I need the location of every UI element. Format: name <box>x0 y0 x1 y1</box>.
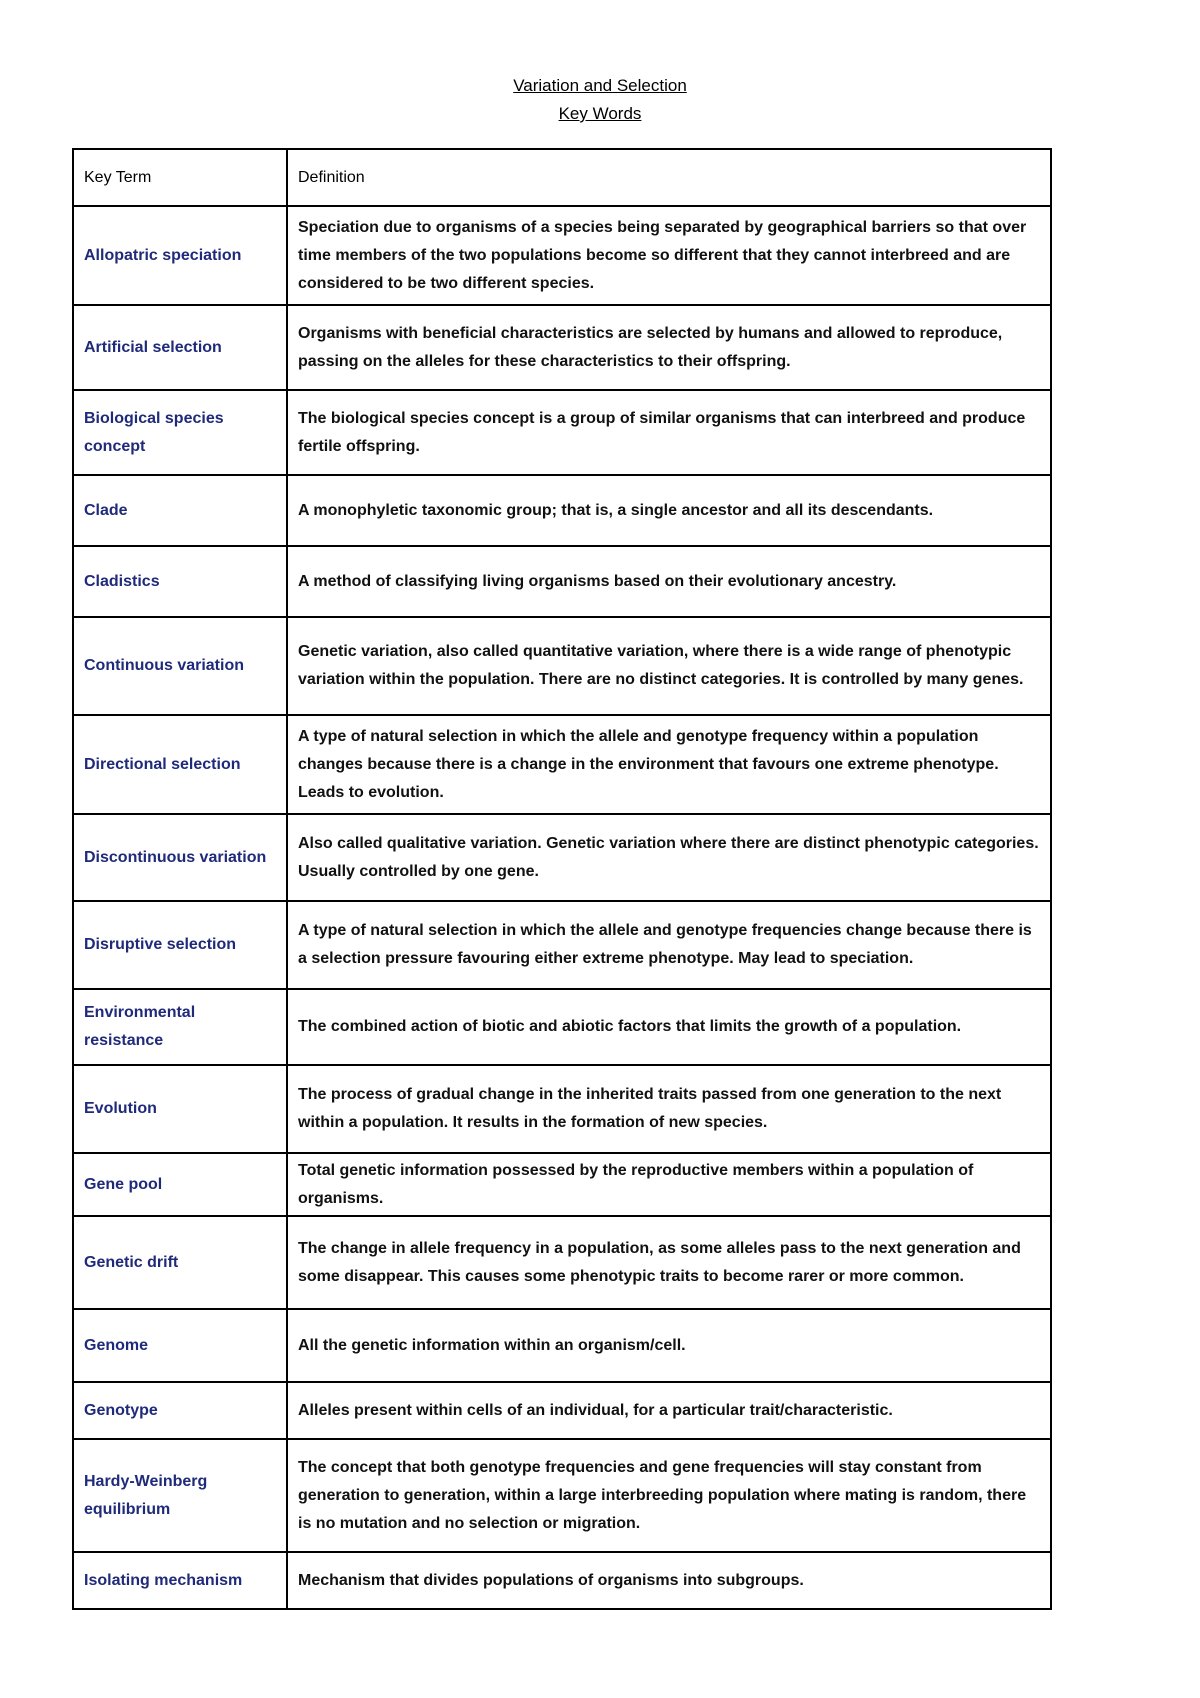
key-term-cell: Genotype <box>73 1382 287 1439</box>
definition-cell: The concept that both genotype frequencies and gene frequencies will stay constant from generation to generation, within a large interbreeding population where mating is random, there is no mutation and no selection or migration. <box>287 1439 1051 1552</box>
document-subtitle: Key Words <box>558 104 642 123</box>
table-row <box>73 305 1051 390</box>
key-term-cell: Disruptive selection <box>73 901 287 989</box>
definition-cell: The process of gradual change in the inherited traits passed from one generation to the next within a population. It results in the formation of new species. <box>287 1065 1051 1153</box>
definition-cell: Organisms with beneficial characteristics are selected by humans and allowed to reproduce, passing on the alleles for these characteristics to their offspring. <box>287 305 1051 390</box>
table-row <box>73 1382 1051 1439</box>
definition-cell: Mechanism that divides populations of organisms into subgroups. <box>287 1552 1051 1609</box>
table-row <box>73 1065 1051 1153</box>
header-definition: Definition <box>287 149 1051 206</box>
table-row <box>73 546 1051 617</box>
table-row <box>73 1309 1051 1382</box>
table-row <box>73 1216 1051 1309</box>
key-term-cell: Environmental resistance <box>73 989 287 1065</box>
table-row <box>73 475 1051 546</box>
table-row <box>73 206 1051 305</box>
key-term-cell: Allopatric speciation <box>73 206 287 305</box>
key-term-cell: Artificial selection <box>73 305 287 390</box>
definition-cell: The change in allele frequency in a population, as some alleles pass to the next generation and some disappear. This causes some phenotypic traits to become rarer or more common. <box>287 1216 1051 1309</box>
definition-cell: Total genetic information possessed by the reproductive members within a population of organisms. <box>287 1153 1051 1216</box>
key-term-cell: Evolution <box>73 1065 287 1153</box>
definition-cell: A type of natural selection in which the allele and genotype frequency within a population changes because there is a change in the environment that favours one extreme phenotype. Leads to evolution. <box>287 715 1051 814</box>
key-term-cell: Isolating mechanism <box>73 1552 287 1609</box>
key-term-cell: Cladistics <box>73 546 287 617</box>
table-row <box>73 617 1051 715</box>
definition-cell: A type of natural selection in which the allele and genotype frequencies change because there is a selection pressure favouring either extreme phenotype. May lead to speciation. <box>287 901 1051 989</box>
definition-cell: Also called qualitative variation. Genetic variation where there are distinct phenotypic categories. Usually controlled by one gene. <box>287 814 1051 901</box>
document-title: Variation and Selection <box>513 76 687 95</box>
key-term-cell: Biological species concept <box>73 390 287 475</box>
table-header-row <box>73 149 1051 206</box>
key-term-cell: Genetic drift <box>73 1216 287 1309</box>
definition-cell: Speciation due to organisms of a species being separated by geographical barriers so that over time members of the two populations become so different that they cannot interbreed and are considered to be two different species. <box>287 206 1051 305</box>
definition-cell: All the genetic information within an organism/cell. <box>287 1309 1051 1382</box>
table-body <box>73 149 1051 1609</box>
definition-cell: Genetic variation, also called quantitative variation, where there is a wide range of phenotypic variation within the population. There are no distinct categories. It is controlled by many genes. <box>287 617 1051 715</box>
key-term-cell: Directional selection <box>73 715 287 814</box>
key-term-cell: Genome <box>73 1309 287 1382</box>
key-term-cell: Discontinuous variation <box>73 814 287 901</box>
table-row <box>73 390 1051 475</box>
table-row <box>73 1552 1051 1609</box>
definition-cell: The biological species concept is a group of similar organisms that can interbreed and produce fertile offspring. <box>287 390 1051 475</box>
table-row <box>73 901 1051 989</box>
key-term-cell: Clade <box>73 475 287 546</box>
table-row <box>73 989 1051 1065</box>
key-term-cell: Gene pool <box>73 1153 287 1216</box>
table-row <box>73 1153 1051 1216</box>
definition-cell: A monophyletic taxonomic group; that is, a single ancestor and all its descendants. <box>287 475 1051 546</box>
key-term-cell: Hardy-Weinberg equilibrium <box>73 1439 287 1552</box>
definition-cell: A method of classifying living organisms based on their evolutionary ancestry. <box>287 546 1051 617</box>
table-row <box>73 1439 1051 1552</box>
definition-cell: Alleles present within cells of an individual, for a particular trait/characteristic. <box>287 1382 1051 1439</box>
table-row <box>73 715 1051 814</box>
definition-cell: The combined action of biotic and abiotic factors that limits the growth of a population. <box>287 989 1051 1065</box>
header-key-term: Key Term <box>73 149 287 206</box>
table-row <box>73 814 1051 901</box>
key-term-cell: Continuous variation <box>73 617 287 715</box>
document-header <box>0 72 1200 128</box>
key-words-table <box>72 148 1052 1610</box>
